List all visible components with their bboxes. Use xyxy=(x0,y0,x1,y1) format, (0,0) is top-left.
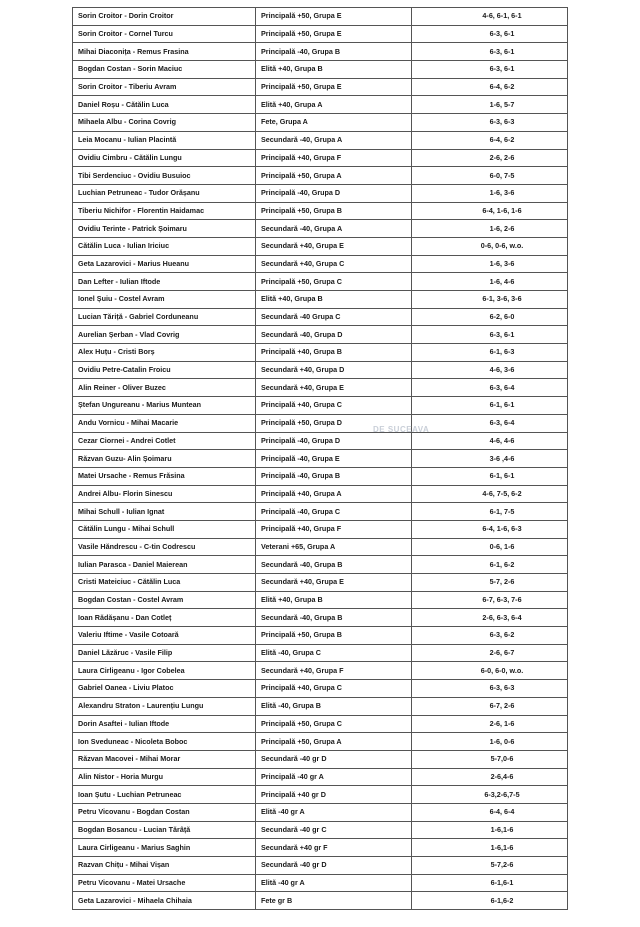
match-score-cell: 1-6, 3-6 xyxy=(412,184,568,202)
match-players-cell: Ovidiu Petre-Catalin Froicu xyxy=(73,361,256,379)
table-row xyxy=(73,96,568,114)
match-score-cell: 6-4, 6-2 xyxy=(412,78,568,96)
table-row xyxy=(73,255,568,273)
match-players-cell: Ioan Rădășanu - Dan Cotleț xyxy=(73,609,256,627)
match-category-cell: Principală -40, Grupa D xyxy=(256,184,412,202)
match-players-cell: Geta Lazarovici - Marius Hueanu xyxy=(73,255,256,273)
match-score-cell: 6-4, 1-6, 1-6 xyxy=(412,202,568,220)
match-category-cell: Principală -40, Grupa B xyxy=(256,467,412,485)
match-score-cell: 5-7,0-6 xyxy=(412,750,568,768)
match-players-cell: Valeriu Iftime - Vasile Cotoară xyxy=(73,627,256,645)
match-score-cell: 3-6 ,4-6 xyxy=(412,450,568,468)
table-row xyxy=(73,662,568,680)
match-category-cell: Secundară -40, Grupa B xyxy=(256,556,412,574)
match-players-cell: Sorin Croitor - Cornel Turcu xyxy=(73,25,256,43)
match-score-cell: 6-3, 6-2 xyxy=(412,627,568,645)
match-score-cell: 6-3, 6-4 xyxy=(412,379,568,397)
table-row xyxy=(73,591,568,609)
match-category-cell: Secundară +40, Grupa C xyxy=(256,255,412,273)
match-players-cell: Ovidiu Terinte - Patrick Șoimaru xyxy=(73,220,256,238)
match-score-cell: 6-3, 6-3 xyxy=(412,114,568,132)
match-score-cell: 1-6,1-6 xyxy=(412,821,568,839)
match-players-cell: Gabriel Oanea - Liviu Platoc xyxy=(73,680,256,698)
match-category-cell: Secundară +40 gr F xyxy=(256,839,412,857)
match-players-cell: Laura Cirligeanu - Igor Cobelea xyxy=(73,662,256,680)
match-players-cell: Bogdan Bosancu - Lucian Tărâță xyxy=(73,821,256,839)
match-players-cell: Mihaela Albu - Corina Covrig xyxy=(73,114,256,132)
match-score-cell: 6-1, 6-3 xyxy=(412,344,568,362)
match-category-cell: Secundară -40 gr D xyxy=(256,750,412,768)
match-category-cell: Elită +40, Grupa B xyxy=(256,61,412,79)
match-score-cell: 6-1, 3-6, 3-6 xyxy=(412,291,568,309)
table-row xyxy=(73,432,568,450)
match-players-cell: Razvan Chițu - Mihai Vișan xyxy=(73,857,256,875)
table-row xyxy=(73,839,568,857)
match-category-cell: Veterani +65, Grupa A xyxy=(256,538,412,556)
match-players-cell: Geta Lazarovici - Mihaela Chihaia xyxy=(73,892,256,910)
match-score-cell: 6-2, 6-0 xyxy=(412,308,568,326)
match-score-cell: 6-3, 6-1 xyxy=(412,61,568,79)
match-score-cell: 1-6, 2-6 xyxy=(412,220,568,238)
match-players-cell: Lucian Tăriță - Gabriel Corduneanu xyxy=(73,308,256,326)
match-players-cell: Luchian Petruneac - Tudor Orășanu xyxy=(73,184,256,202)
match-players-cell: Daniel Roșu - Cătălin Luca xyxy=(73,96,256,114)
table-row xyxy=(73,715,568,733)
match-players-cell: Răzvan Guzu- Alin Șoimaru xyxy=(73,450,256,468)
table-row xyxy=(73,344,568,362)
match-score-cell: 4-6, 3-6 xyxy=(412,361,568,379)
table-row xyxy=(73,167,568,185)
match-players-cell: Andrei Albu- Florin Sinescu xyxy=(73,485,256,503)
table-row xyxy=(73,184,568,202)
table-row xyxy=(73,379,568,397)
match-category-cell: Secundară -40 gr C xyxy=(256,821,412,839)
table-row xyxy=(73,61,568,79)
table-row xyxy=(73,538,568,556)
table-row xyxy=(73,697,568,715)
match-score-cell: 6-4, 6-2 xyxy=(412,131,568,149)
match-score-cell: 4-6, 4-6 xyxy=(412,432,568,450)
match-category-cell: Secundară -40 gr D xyxy=(256,857,412,875)
match-score-cell: 6-0, 7-5 xyxy=(412,167,568,185)
table-row xyxy=(73,467,568,485)
table-row xyxy=(73,803,568,821)
match-score-cell: 4-6, 7-5, 6-2 xyxy=(412,485,568,503)
results-table xyxy=(72,7,568,910)
match-category-cell: Principală +50, Grupa B xyxy=(256,202,412,220)
match-category-cell: Elită -40 gr A xyxy=(256,874,412,892)
match-score-cell: 1-6, 0-6 xyxy=(412,733,568,751)
match-category-cell: Principală +50, Grupa C xyxy=(256,273,412,291)
match-score-cell: 6-3, 6-1 xyxy=(412,43,568,61)
table-row xyxy=(73,8,568,26)
match-category-cell: Secundară +40, Grupa E xyxy=(256,574,412,592)
table-row xyxy=(73,220,568,238)
match-score-cell: 5-7,2-6 xyxy=(412,857,568,875)
match-score-cell: 6-3,2-6,7-5 xyxy=(412,786,568,804)
match-category-cell: Secundară -40, Grupa B xyxy=(256,609,412,627)
match-score-cell: 6-1,6-1 xyxy=(412,874,568,892)
match-players-cell: Petru Vicovanu - Matei Ursache xyxy=(73,874,256,892)
match-players-cell: Leia Mocanu - Iulian Placintă xyxy=(73,131,256,149)
watermark: DE SUCEAVA xyxy=(373,425,430,434)
match-score-cell: 6-4, 6-4 xyxy=(412,803,568,821)
match-category-cell: Principală -40, Grupa E xyxy=(256,450,412,468)
table-row xyxy=(73,556,568,574)
match-score-cell: 6-1, 6-1 xyxy=(412,467,568,485)
match-score-cell: 6-7, 2-6 xyxy=(412,697,568,715)
match-category-cell: Principală +50, Grupa D xyxy=(256,414,412,432)
match-score-cell: 6-4, 1-6, 6-3 xyxy=(412,520,568,538)
match-players-cell: Daniel Lăzăruc - Vasile Filip xyxy=(73,644,256,662)
match-score-cell: 2-6, 1-6 xyxy=(412,715,568,733)
match-players-cell: Alin Nistor - Horia Murgu xyxy=(73,768,256,786)
table-row xyxy=(73,768,568,786)
table-row xyxy=(73,25,568,43)
match-score-cell: 2-6, 6-3, 6-4 xyxy=(412,609,568,627)
match-players-cell: Petru Vicovanu - Bogdan Costan xyxy=(73,803,256,821)
table-row xyxy=(73,627,568,645)
match-category-cell: Principală +40, Grupa C xyxy=(256,680,412,698)
match-players-cell: Alex Huțu - Cristi Borș xyxy=(73,344,256,362)
match-category-cell: Elită -40, Grupa C xyxy=(256,644,412,662)
table-row xyxy=(73,609,568,627)
match-players-cell: Bogdan Costan - Costel Avram xyxy=(73,591,256,609)
match-category-cell: Principală +50, Grupa C xyxy=(256,715,412,733)
match-category-cell: Principală +50, Grupa E xyxy=(256,25,412,43)
table-row xyxy=(73,520,568,538)
match-players-cell: Ovidiu Cimbru - Cătălin Lungu xyxy=(73,149,256,167)
table-row xyxy=(73,857,568,875)
match-score-cell: 6-3, 6-1 xyxy=(412,25,568,43)
match-players-cell: Dan Lefter - Iulian Iftode xyxy=(73,273,256,291)
match-score-cell: 6-7, 6-3, 7-6 xyxy=(412,591,568,609)
match-category-cell: Secundară +40, Grupa E xyxy=(256,237,412,255)
match-players-cell: Cătălin Lungu - Mihai Schull xyxy=(73,520,256,538)
match-category-cell: Principală -40 gr A xyxy=(256,768,412,786)
match-players-cell: Sorin Croitor - Dorin Croitor xyxy=(73,8,256,26)
table-row xyxy=(73,821,568,839)
table-row xyxy=(73,503,568,521)
match-category-cell: Secundară +40, Grupa D xyxy=(256,361,412,379)
match-players-cell: Vasile Hăndrescu - C-tin Codrescu xyxy=(73,538,256,556)
table-row xyxy=(73,308,568,326)
match-score-cell: 6-0, 6-0, w.o. xyxy=(412,662,568,680)
table-row xyxy=(73,733,568,751)
table-row xyxy=(73,78,568,96)
table-row xyxy=(73,237,568,255)
match-score-cell: 6-1,6-2 xyxy=(412,892,568,910)
match-category-cell: Elită -40 gr A xyxy=(256,803,412,821)
match-players-cell: Sorin Croitor - Tiberiu Avram xyxy=(73,78,256,96)
match-score-cell: 5-7, 2-6 xyxy=(412,574,568,592)
match-category-cell: Principală +40, Grupa B xyxy=(256,344,412,362)
match-score-cell: 6-1, 6-1 xyxy=(412,397,568,415)
match-category-cell: Principală -40, Grupa B xyxy=(256,43,412,61)
table-row xyxy=(73,644,568,662)
match-players-cell: Tibi Serdenciuc - Ovidiu Busuioc xyxy=(73,167,256,185)
match-players-cell: Ionel Șuiu - Costel Avram xyxy=(73,291,256,309)
table-row xyxy=(73,874,568,892)
table-row xyxy=(73,414,568,432)
match-score-cell: 1-6, 3-6 xyxy=(412,255,568,273)
match-score-cell: 6-3, 6-1 xyxy=(412,326,568,344)
match-players-cell: Alin Reiner - Oliver Buzec xyxy=(73,379,256,397)
match-players-cell: Ștefan Ungureanu - Marius Muntean xyxy=(73,397,256,415)
table-row xyxy=(73,574,568,592)
match-category-cell: Principală -40, Grupa C xyxy=(256,503,412,521)
match-category-cell: Elită +40, Grupa B xyxy=(256,591,412,609)
match-players-cell: Andu Vornicu - Mihai Macarie xyxy=(73,414,256,432)
match-players-cell: Cezar Ciornei - Andrei Cotlet xyxy=(73,432,256,450)
table-row xyxy=(73,397,568,415)
match-category-cell: Principală +50, Grupa A xyxy=(256,733,412,751)
match-players-cell: Alexandru Straton - Laurențiu Lungu xyxy=(73,697,256,715)
match-score-cell: 4-6, 6-1, 6-1 xyxy=(412,8,568,26)
match-score-cell: 2-6, 2-6 xyxy=(412,149,568,167)
match-players-cell: Tiberiu Nichifor - Florentin Haidamac xyxy=(73,202,256,220)
match-category-cell: Fete gr B xyxy=(256,892,412,910)
match-score-cell: 2-6, 6-7 xyxy=(412,644,568,662)
match-score-cell: 6-3, 6-4 xyxy=(412,414,568,432)
match-score-cell: 6-1, 7-5 xyxy=(412,503,568,521)
match-category-cell: Secundară +40, Grupa E xyxy=(256,379,412,397)
match-category-cell: Elită +40, Grupa B xyxy=(256,291,412,309)
table-row xyxy=(73,485,568,503)
match-players-cell: Cătălin Luca - Iulian Iriciuc xyxy=(73,237,256,255)
table-row xyxy=(73,750,568,768)
table-row xyxy=(73,43,568,61)
table-row xyxy=(73,202,568,220)
match-players-cell: Dorin Asaftei - Iulian Iftode xyxy=(73,715,256,733)
match-category-cell: Secundară -40, Grupa A xyxy=(256,131,412,149)
match-category-cell: Principală +50, Grupa A xyxy=(256,167,412,185)
table-row xyxy=(73,326,568,344)
match-category-cell: Principală +50, Grupa E xyxy=(256,78,412,96)
table-row xyxy=(73,131,568,149)
match-players-cell: Iulian Parasca - Daniel Maierean xyxy=(73,556,256,574)
match-players-cell: Răzvan Macovei - Mihai Morar xyxy=(73,750,256,768)
match-category-cell: Principală +40, Grupa F xyxy=(256,149,412,167)
match-category-cell: Secundară -40 Grupa C xyxy=(256,308,412,326)
match-score-cell: 1-6,1-6 xyxy=(412,839,568,857)
match-score-cell: 6-1, 6-2 xyxy=(412,556,568,574)
table-row xyxy=(73,892,568,910)
match-players-cell: Mihai Schull - Iulian Ignat xyxy=(73,503,256,521)
match-players-cell: Mihai Diaconița - Remus Frasina xyxy=(73,43,256,61)
table-row xyxy=(73,114,568,132)
table-row xyxy=(73,450,568,468)
match-score-cell: 1-6, 5-7 xyxy=(412,96,568,114)
table-row xyxy=(73,786,568,804)
match-category-cell: Principală +40, Grupa C xyxy=(256,397,412,415)
table-row xyxy=(73,149,568,167)
match-score-cell: 0-6, 0-6, w.o. xyxy=(412,237,568,255)
match-players-cell: Aurelian Șerban - Vlad Covrig xyxy=(73,326,256,344)
match-category-cell: Principală +40, Grupa A xyxy=(256,485,412,503)
match-category-cell: Fete, Grupa A xyxy=(256,114,412,132)
match-players-cell: Bogdan Costan - Sorin Maciuc xyxy=(73,61,256,79)
match-category-cell: Principală +50, Grupa E xyxy=(256,8,412,26)
match-score-cell: 1-6, 4-6 xyxy=(412,273,568,291)
match-category-cell: Secundară -40, Grupa A xyxy=(256,220,412,238)
match-players-cell: Laura Cirligeanu - Marius Saghin xyxy=(73,839,256,857)
match-score-cell: 0-6, 1-6 xyxy=(412,538,568,556)
match-category-cell: Secundară -40, Grupa D xyxy=(256,326,412,344)
match-category-cell: Elită +40, Grupa A xyxy=(256,96,412,114)
match-category-cell: Principală +40, Grupa F xyxy=(256,520,412,538)
match-score-cell: 6-3, 6-3 xyxy=(412,680,568,698)
table-row xyxy=(73,273,568,291)
match-category-cell: Principală +40 gr D xyxy=(256,786,412,804)
match-category-cell: Elită -40, Grupa B xyxy=(256,697,412,715)
table-row xyxy=(73,680,568,698)
match-category-cell: Principală -40, Grupa D xyxy=(256,432,412,450)
match-players-cell: Cristi Mateiciuc - Cătălin Luca xyxy=(73,574,256,592)
match-players-cell: Matei Ursache - Remus Frăsina xyxy=(73,467,256,485)
table-row xyxy=(73,291,568,309)
match-category-cell: Secundară +40, Grupa F xyxy=(256,662,412,680)
results-body xyxy=(73,8,568,910)
table-row xyxy=(73,361,568,379)
match-players-cell: Ion Sveduneac - Nicoleta Boboc xyxy=(73,733,256,751)
match-category-cell: Principală +50, Grupa B xyxy=(256,627,412,645)
match-score-cell: 2-6,4-6 xyxy=(412,768,568,786)
match-players-cell: Ioan Șutu - Luchian Petruneac xyxy=(73,786,256,804)
